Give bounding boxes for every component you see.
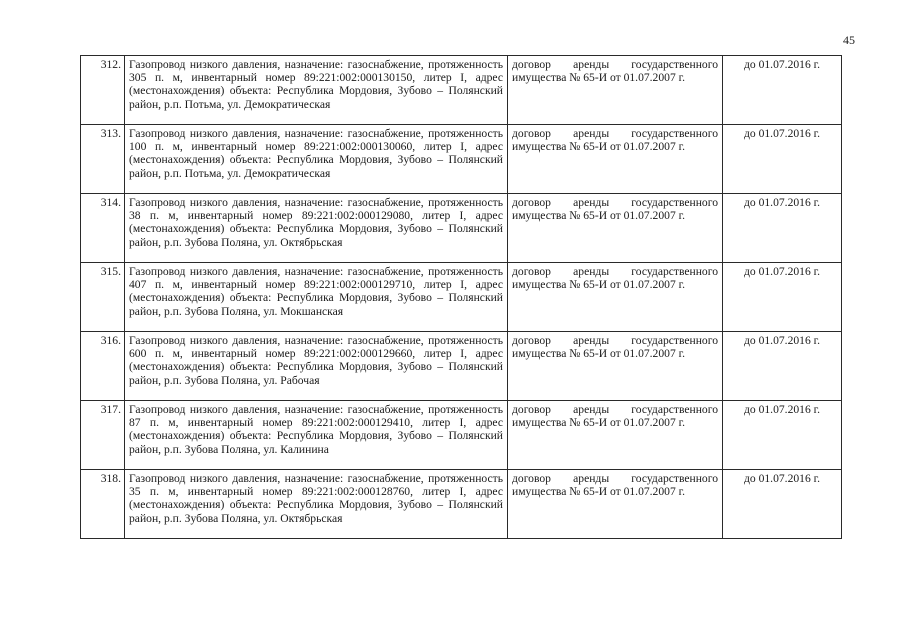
- term-date: до 01.07.2016 г.: [723, 470, 842, 539]
- object-description: Газопровод низкого давления, назначение: газоснабжение, протяженность 600 п. м, инвентарный номер 89:221:002:000129660, литер I, адрес (местонахождения) объекта: Республика Мордовия, Зубово – Полянский район, р.п. Зубова Поляна, ул. Рабочая: [125, 332, 508, 401]
- legal-basis: [508, 56, 723, 125]
- legal-basis-line: договор аренды государственного: [512, 58, 718, 71]
- row-number: 313.: [81, 125, 125, 194]
- legal-basis: [508, 194, 723, 263]
- term-date: до 01.07.2016 г.: [723, 125, 842, 194]
- legal-basis-line: договор аренды государственного: [512, 403, 718, 416]
- object-description: Газопровод низкого давления, назначение: газоснабжение, протяженность 38 п. м, инвентарный номер 89:221:002:000129080, литер I, адрес (местонахождения) объекта: Республика Мордовия, Зубово – Полянский район, р.п. Зубова Поляна, ул. Октябрьская: [125, 194, 508, 263]
- legal-basis-line: имущества № 65-И от 01.07.2007 г.: [512, 485, 685, 499]
- legal-basis-line: договор аренды государственного: [512, 334, 718, 347]
- legal-basis-line: имущества № 65-И от 01.07.2007 г.: [512, 71, 685, 85]
- object-description: Газопровод низкого давления, назначение: газоснабжение, протяженность 305 п. м, инвентарный номер 89:221:002:000130150, литер I, адрес (местонахождения) объекта: Республика Мордовия, Зубово – Полянский район, р.п. Потьма, ул. Демократическая: [125, 56, 508, 125]
- object-description: Газопровод низкого давления, назначение: газоснабжение, протяженность 100 п. м, инвентарный номер 89:221:002:000130060, литер I, адрес (местонахождения) объекта: Республика Мордовия, Зубово – Полянский район, р.п. Потьма, ул. Демократическая: [125, 125, 508, 194]
- legal-basis: [508, 263, 723, 332]
- legal-basis-line: договор аренды государственного: [512, 127, 718, 140]
- page-number: 45: [843, 33, 855, 47]
- table-row: [81, 56, 842, 125]
- table-row: [81, 332, 842, 401]
- table-row: [81, 125, 842, 194]
- table-row: [81, 194, 842, 263]
- row-number: 312.: [81, 56, 125, 125]
- legal-basis-line: имущества № 65-И от 01.07.2007 г.: [512, 347, 685, 361]
- legal-basis-line: имущества № 65-И от 01.07.2007 г.: [512, 209, 685, 223]
- legal-basis: [508, 125, 723, 194]
- object-description: Газопровод низкого давления, назначение: газоснабжение, протяженность 87 п. м, инвентарный номер 89:221:002:000129410, литер I, адрес (местонахождения) объекта: Республика Мордовия, Зубово – Полянский район, р.п. Зубова Поляна, ул. Калинина: [125, 401, 508, 470]
- row-number: 318.: [81, 470, 125, 539]
- row-number: 315.: [81, 263, 125, 332]
- legal-basis-line: имущества № 65-И от 01.07.2007 г.: [512, 416, 685, 430]
- term-date: до 01.07.2016 г.: [723, 263, 842, 332]
- legal-basis-line: договор аренды государственного: [512, 196, 718, 209]
- term-date: до 01.07.2016 г.: [723, 56, 842, 125]
- legal-basis: [508, 401, 723, 470]
- row-number: 317.: [81, 401, 125, 470]
- row-number: 316.: [81, 332, 125, 401]
- object-description: Газопровод низкого давления, назначение: газоснабжение, протяженность 407 п. м, инвентарный номер 89:221:002:000129710, литер I, адрес (местонахождения) объекта: Республика Мордовия, Зубово – Полянский район, р.п. Зубова Поляна, ул. Мокшанская: [125, 263, 508, 332]
- legal-basis: [508, 332, 723, 401]
- table-row: [81, 401, 842, 470]
- property-registry-table: [80, 55, 842, 539]
- legal-basis-line: договор аренды государственного: [512, 472, 718, 485]
- table-row: [81, 263, 842, 332]
- legal-basis: [508, 470, 723, 539]
- table-row: [81, 470, 842, 539]
- object-description: Газопровод низкого давления, назначение: газоснабжение, протяженность 35 п. м, инвентарный номер 89:221:002:000128760, литер I, адрес (местонахождения) объекта: Республика Мордовия, Зубово – Полянский район, р.п. Зубова Поляна, ул. Октябрьская: [125, 470, 508, 539]
- term-date: до 01.07.2016 г.: [723, 332, 842, 401]
- legal-basis-line: имущества № 65-И от 01.07.2007 г.: [512, 278, 685, 292]
- legal-basis-line: договор аренды государственного: [512, 265, 718, 278]
- term-date: до 01.07.2016 г.: [723, 194, 842, 263]
- legal-basis-line: имущества № 65-И от 01.07.2007 г.: [512, 140, 685, 154]
- row-number: 314.: [81, 194, 125, 263]
- term-date: до 01.07.2016 г.: [723, 401, 842, 470]
